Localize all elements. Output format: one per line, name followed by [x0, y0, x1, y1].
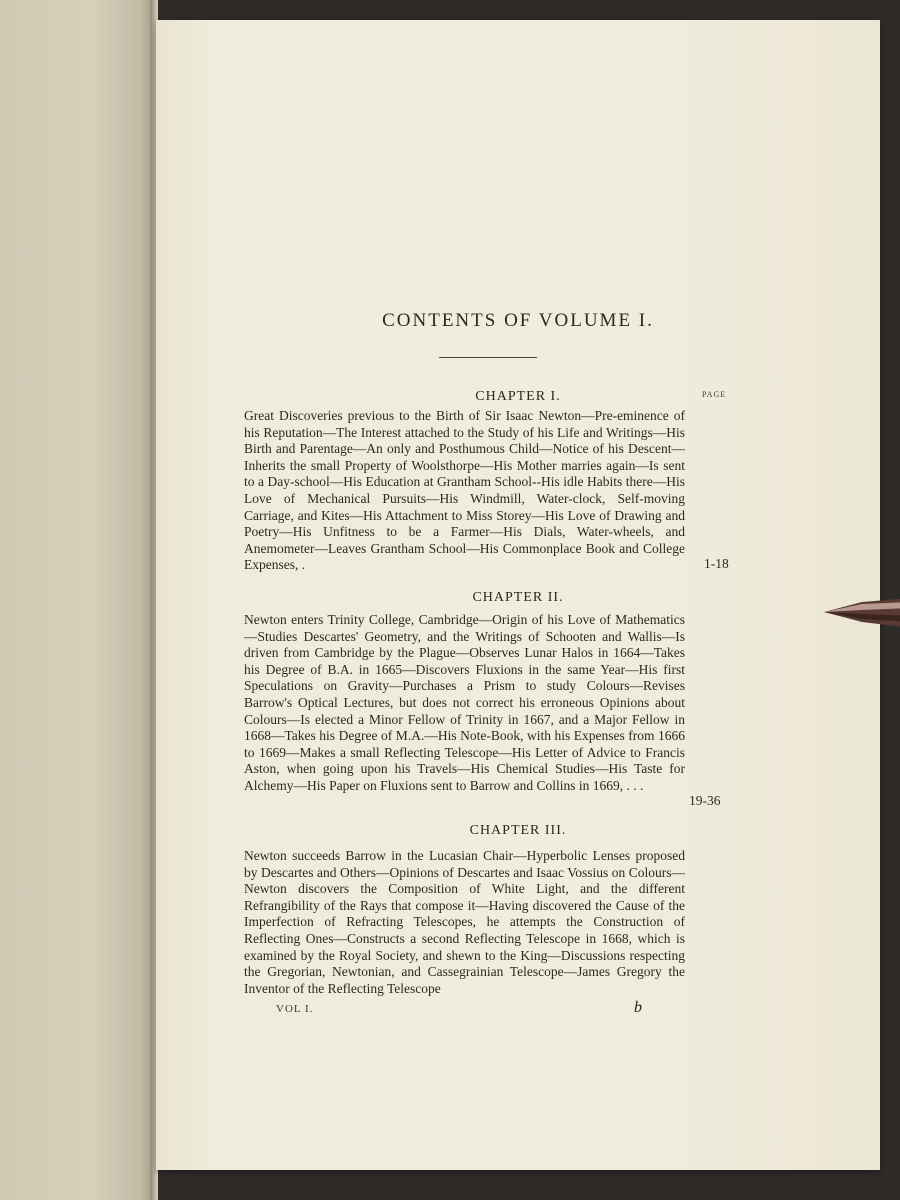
- chapter-1-heading: CHAPTER I.: [475, 389, 561, 404]
- facing-page: [0, 0, 152, 1200]
- title-rule: [439, 357, 537, 358]
- pen-tip: [822, 592, 900, 634]
- chapter-2-pages: 19-36: [689, 793, 721, 808]
- chapter-2-heading: CHAPTER II.: [472, 590, 564, 605]
- contents-title: CONTENTS OF VOLUME I.: [382, 310, 654, 331]
- chapter-3-heading: CHAPTER III.: [469, 823, 567, 838]
- chapter-1-text: Great Discoveries previous to the Birth of Sir Isaac Newton—Pre-eminence of his Reputation—The Interest attached to the Study of his Life and Writings—His Birth and Parentage—An only and Posthumous Child—Notice of his Descent—Inherits the small Property of Woolsthorpe—His Mother marries again—Is sent to a Day-school—His Education at Grantham School--His idle Habits there—His Love of Mechanical Pursuits—His Windmill, Water-clock, Self-moving Carriage, and Kites—His Attachment to Miss Storey—His Love of Drawing and Poetry—His Unfitness to be a Farmer—His Dials, Water-wheels, and Anemometer—Leaves Grantham School—His Commonplace Book and College Expenses, .: [244, 408, 685, 573]
- book-page: [156, 20, 880, 1170]
- chapter-1-pages: 1-18: [704, 556, 729, 571]
- footer-signature-mark: b: [634, 999, 642, 1016]
- footer-volume-mark: VOL I.: [276, 1003, 314, 1015]
- chapter-2-text: Newton enters Trinity College, Cambridge—Origin of his Love of Mathematics—Studies Descartes' Geometry, and the Writings of Schooten and Wallis—Is driven from Cambridge by the Plague—Observes Lunar Halos in 1664—Takes his Degree of B.A. in 1665—Discovers Fluxions in the same Year—His first Speculations on Gravity—Purchases a Prism to study Colours—Revises Barrow's Optical Lectures, but does not correct his erroneous Opinions about Colours—Is elected a Minor Fellow of Trinity in 1667, and a Major Fellow in 1668—Takes his Degree of M.A.—His Note-Book, with his Expenses from 1666 to 1669—Makes a small Reflecting Telescope—His Letter of Advice to Francis Aston, when going upon his Travels—His Chemical Studies—His Taste for Alchemy—His Paper on Fluxions sent to Barrow and Collins in 1669, . . .: [244, 612, 685, 793]
- chapter-3-text: Newton succeeds Barrow in the Lucasian Chair—Hyperbolic Lenses proposed by Descartes and Others—Opinions of Descartes and Isaac Vossius on Colours—Newton discovers the Composition of White Light, and the different Refrangibility of the Rays that compose it—Having discovered the Cause of the Imperfection of Refracting Telescopes, he attempts the Construction of Reflecting Ones—Constructs a second Reflecting Telescope in 1668, which is examined by the Royal Society, and shewn to the King—Discussions respecting the Gregorian, Newtonian, and Cassegrainian Telescope—James Gregory the Inventor of the Reflecting Telescope: [244, 848, 685, 996]
- page-column-label: PAGE: [702, 390, 727, 399]
